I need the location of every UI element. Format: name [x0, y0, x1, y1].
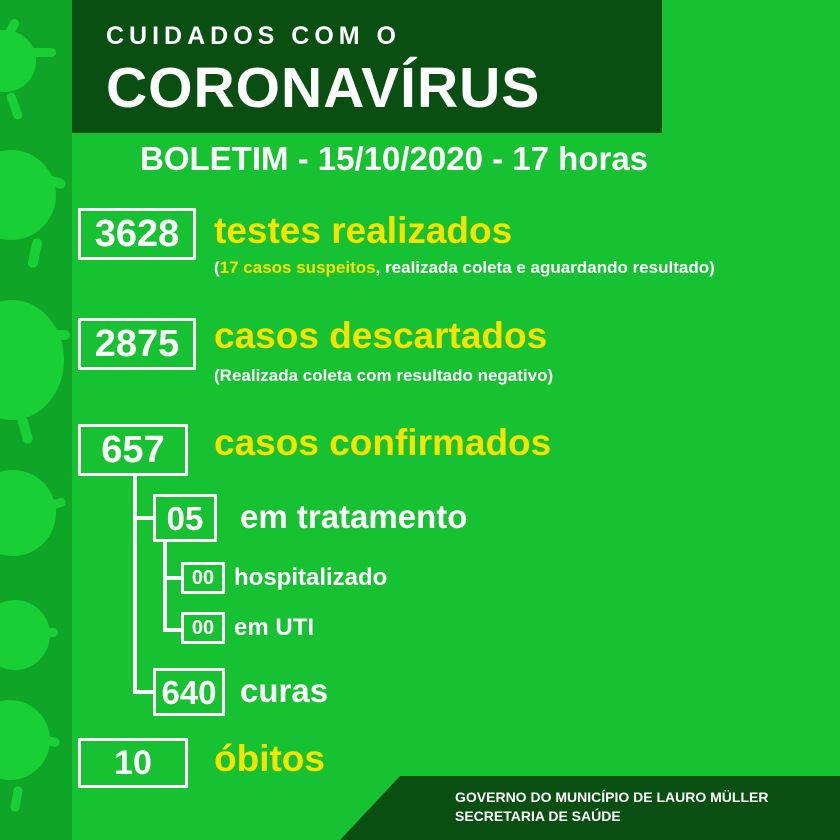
footer-credits	[420, 788, 820, 826]
tree-vertical-sub	[163, 542, 167, 632]
page-title: CORONAVÍRUS	[106, 56, 541, 120]
tests-note-rest: , realizada coleta e aguardando resultado)	[375, 258, 715, 277]
footer-line-1: GOVERNO DO MUNICÍPIO DE LAURO MÜLLER	[455, 789, 769, 805]
hospitalized-value: 00	[191, 567, 215, 589]
discarded-note: (Realizada coleta com resultado negativo)	[214, 366, 554, 385]
treatment-label: em tratamento	[240, 498, 468, 535]
header-kicker: CUIDADOS COM O	[106, 22, 401, 50]
icu-value-box	[181, 612, 225, 644]
hospitalized-value-box	[181, 562, 225, 594]
deaths-value: 10	[114, 744, 152, 782]
hospitalized-label: hospitalizado	[234, 564, 388, 591]
discarded-value-box	[78, 318, 196, 370]
cured-value-box	[153, 668, 225, 716]
icu-label: em UTI	[234, 614, 315, 641]
footer	[0, 776, 840, 840]
footer-notch	[340, 776, 400, 840]
cured-label: curas	[240, 672, 329, 709]
confirmed-value: 657	[101, 429, 165, 471]
cured-value: 640	[161, 673, 217, 711]
treatment-value-box	[153, 494, 217, 542]
tree-branch-hospitalized	[163, 576, 183, 580]
virus-decoration	[0, 0, 72, 840]
tests-note	[214, 258, 715, 278]
footer-line-2: SECRETARIA DE SAÚDE	[455, 808, 621, 824]
treatment-value: 05	[166, 499, 204, 537]
confirmed-value-box	[78, 424, 188, 476]
tree-branch-icu	[163, 628, 183, 632]
icu-value: 00	[191, 617, 215, 639]
tests-value-box	[78, 208, 196, 260]
tests-value: 3628	[94, 213, 180, 255]
discarded-value: 2875	[94, 323, 180, 365]
deaths-label: óbitos	[214, 738, 325, 779]
tests-label: testes realizados	[214, 210, 513, 251]
confirmed-label: casos confirmados	[214, 422, 552, 463]
bulletin-date: BOLETIM - 15/10/2020 - 17 horas	[140, 140, 649, 177]
header-banner	[72, 0, 662, 133]
tree-vertical-main	[133, 476, 137, 694]
discarded-label: casos descartados	[214, 315, 548, 356]
tree-branch-cured	[133, 690, 155, 694]
tests-note-highlight: 17 casos suspeitos	[219, 258, 376, 277]
tests-note-open: (	[214, 258, 220, 277]
tree-branch-treatment	[133, 516, 155, 520]
